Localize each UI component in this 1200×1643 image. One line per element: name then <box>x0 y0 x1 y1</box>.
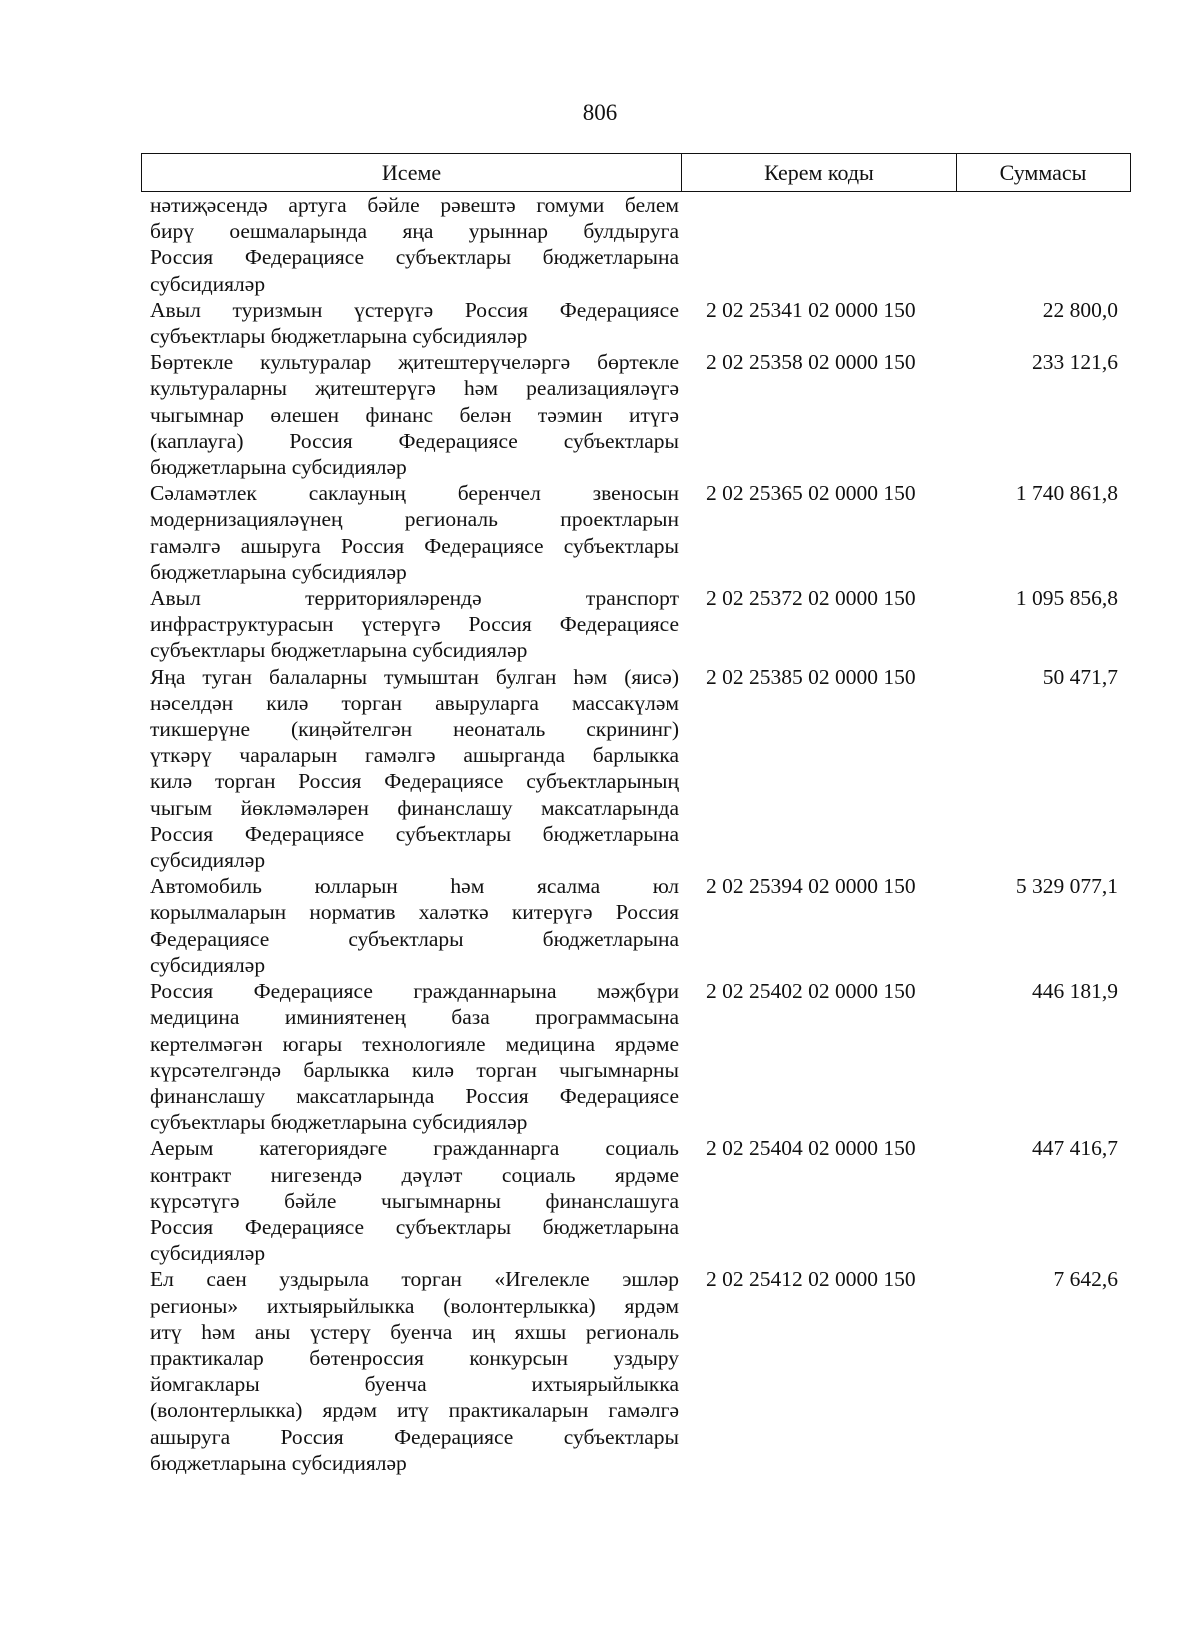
row-name-line: субсидияләр <box>150 1241 266 1266</box>
table-row <box>0 349 1200 480</box>
row-name-line: Сәламәтлек саклауның беренчел звеносын <box>150 481 679 506</box>
row-name-line: нәселдән килә торган авыруларга массакүләм <box>150 690 679 715</box>
table-row <box>0 585 1200 664</box>
row-name-line: Россия Федерациясе субъектлары бюджетларына <box>150 821 679 846</box>
row-name-line: Россия Федерациясе субъектлары бюджетларына <box>150 245 679 270</box>
row-name-line: Россия Федерациясе гражданнарына мәҗбүри <box>150 979 679 1004</box>
row-name-line: Федерациясе субъектлары бюджетларына <box>150 926 679 951</box>
row-name-line: чыгым йөкләмәләрен финанслашу максатларында <box>150 795 679 820</box>
page-number: 806 <box>582 100 618 125</box>
row-name <box>150 1266 679 1476</box>
column-header-sum: Суммасы <box>999 159 1087 185</box>
table-row <box>0 664 1200 874</box>
row-name-line: субсидияләр <box>150 848 266 873</box>
row-sum: 446 181,9 <box>1032 979 1118 1004</box>
row-name-line: практикалар бөтенроссия конкурсын уздыру <box>150 1345 679 1370</box>
row-sum: 233 121,6 <box>1032 350 1118 375</box>
row-name-line: ашыруга Россия Федерациясе субъектлары <box>150 1424 679 1449</box>
row-name-line: нәтиҗәсендә артуга бәйле рәвештә гомуми белем <box>150 193 679 217</box>
row-name-line: корылмаларын норматив халәткә китерүгә Россия <box>150 900 679 925</box>
row-name-line: бюджетларына субсидияләр <box>150 1450 407 1475</box>
row-name <box>150 349 679 480</box>
row-name-line: йомгаклары буенча ихтыярыйлыкка <box>150 1372 679 1397</box>
row-sum: 50 471,7 <box>1042 664 1118 689</box>
row-name-line: күрсәтелгәндә барлыкка килә торган чыгымнарны <box>150 1057 679 1082</box>
row-name-line: регионы» ихтыярыйлыкка (волонтерлыкка) ярдәм <box>150 1293 679 1318</box>
row-code: 2 02 25385 02 0000 150 <box>706 664 916 689</box>
row-name-line: Авыл туризмын үстерүгә Россия Федерациясе <box>150 297 679 322</box>
row-name <box>150 1135 679 1266</box>
row-name-line: субъектлары бюджетларына субсидияләр <box>150 638 528 663</box>
row-name-line: Аерым категориядәге гражданнарга социаль <box>150 1136 679 1161</box>
row-name-line: Ел саен уздырыла торган «Игелекле эшләр <box>150 1267 679 1292</box>
row-name-line: медицина иминиятенең база программасына <box>150 1005 679 1030</box>
table-row <box>0 873 1200 978</box>
row-name <box>150 585 679 664</box>
table-body <box>0 192 1200 1476</box>
table-row <box>0 192 1200 297</box>
row-name-line: Бөртекле культуралар җитештерүчеләргә бөртекле <box>150 350 679 375</box>
row-name-line: контракт нигезендә дәүләт социаль ярдәме <box>150 1162 679 1187</box>
row-name-line: субъектлары бюджетларына субсидияләр <box>150 324 528 349</box>
row-sum: 22 800,0 <box>1042 297 1118 322</box>
row-code: 2 02 25404 02 0000 150 <box>706 1136 916 1161</box>
row-name-line: күрсәтүгә бәйле чыгымнарны финанслашуга <box>150 1188 679 1213</box>
row-name-line: инфраструктурасын үстерүгә Россия Федерациясе <box>150 612 679 637</box>
row-code: 2 02 25358 02 0000 150 <box>706 350 916 375</box>
row-name-line: субъектлары бюджетларына субсидияләр <box>150 1110 528 1135</box>
row-code: 2 02 25394 02 0000 150 <box>706 874 916 899</box>
row-name <box>150 480 679 585</box>
row-sum: 1 095 856,8 <box>1015 586 1118 611</box>
row-name-line: кертелмәгән югары технологияле медицина ярдәме <box>150 1031 679 1056</box>
row-sum: 447 416,7 <box>1032 1136 1118 1161</box>
row-name-line: Россия Федерациясе субъектлары бюджетларына <box>150 1214 679 1239</box>
row-name <box>150 297 679 349</box>
row-name <box>150 664 679 874</box>
row-name-line: финанслашу максатларында Россия Федерациясе <box>150 1083 679 1108</box>
row-name-line: бюджетларына субсидияләр <box>150 559 407 584</box>
row-name-line: субсидияләр <box>150 952 266 977</box>
row-name-line: субсидияләр <box>150 271 266 296</box>
row-name-line: Авыл территорияләрендә транспорт <box>150 586 679 611</box>
table-row <box>0 978 1200 1135</box>
row-name-line: бюджетларына субсидияләр <box>150 455 407 480</box>
row-name-line: үткәрү чараларын гамәлгә ашырганда барлыкка <box>150 743 679 768</box>
row-name-line: тикшерүне (киңәйтелгән неонаталь скрининг) <box>150 717 679 742</box>
row-name-line: модернизацияләүнең региональ проектларын <box>150 507 679 532</box>
row-name-line: Яңа туган балаларны тумыштан булган һәм (яисә) <box>150 664 679 689</box>
row-name-line: бирү оешмаларында яңа урыннар булдыруга <box>150 219 679 244</box>
table-header <box>141 153 1131 192</box>
table-row <box>0 1266 1200 1476</box>
row-code: 2 02 25402 02 0000 150 <box>706 979 916 1004</box>
row-sum: 5 329 077,1 <box>1015 874 1118 899</box>
row-code: 2 02 25341 02 0000 150 <box>706 297 916 322</box>
row-sum: 7 642,6 <box>1053 1267 1118 1292</box>
row-name-line: итү һәм аны үстерү буенча иң яхшы региональ <box>150 1319 679 1344</box>
row-code: 2 02 25412 02 0000 150 <box>706 1267 916 1292</box>
row-name <box>150 192 679 297</box>
row-code: 2 02 25372 02 0000 150 <box>706 586 916 611</box>
row-name-line: гамәлгә ашыруга Россия Федерациясе субъектлары <box>150 533 679 558</box>
row-name-line: килә торган Россия Федерациясе субъектларының <box>150 769 679 794</box>
column-header-code: Керем коды <box>682 154 957 191</box>
row-sum: 1 740 861,8 <box>1015 481 1118 506</box>
table-row <box>0 1135 1200 1266</box>
column-header-name: Исеме <box>142 154 682 191</box>
row-name-line: чыгымнар өлешен финанс белән тәэмин итүгә <box>150 402 679 427</box>
row-name-line: культураларны җитештерүгә һәм реализацияләүгә <box>150 376 679 401</box>
table-row <box>0 480 1200 585</box>
table-row <box>0 297 1200 349</box>
row-code: 2 02 25365 02 0000 150 <box>706 481 916 506</box>
row-name-line: (волонтерлыкка) ярдәм итү практикаларын гамәлгә <box>150 1398 679 1423</box>
row-name-line: Автомобиль юлларын һәм ясалма юл <box>150 874 679 899</box>
row-name <box>150 873 679 978</box>
row-name <box>150 978 679 1135</box>
row-name-line: (каплауга) Россия Федерациясе субъектлары <box>150 428 679 453</box>
